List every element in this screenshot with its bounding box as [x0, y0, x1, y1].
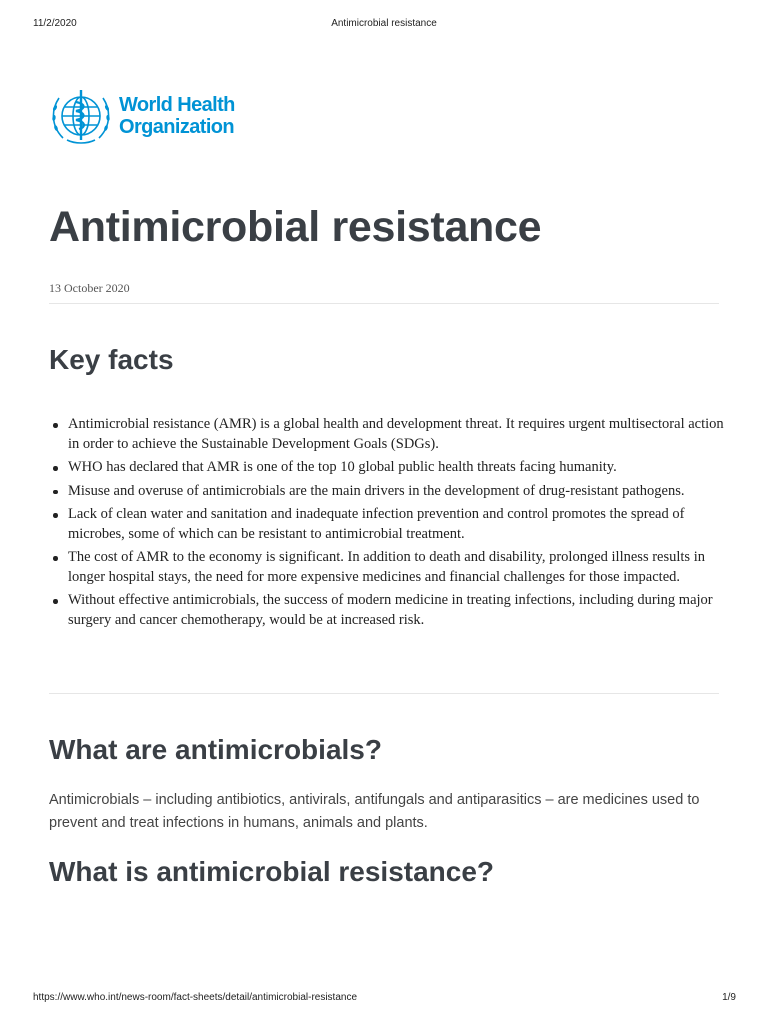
page-number: 1/9 — [722, 992, 736, 1003]
what-are-antimicrobials-text: Antimicrobials – including antibiotics, antivirals, antifungals and antiparasitics – are medicines used to prevent and treat infections in humans, animals and plants. — [49, 792, 700, 831]
who-logo[interactable] — [49, 86, 249, 148]
key-fact-item: The cost of AMR to the economy is significant. In addition to death and disability, prolonged illness results in longer hospital stays, the need for more expensive medicines and financial challenges for those impacted. — [68, 548, 738, 587]
key-fact-item: Misuse and overuse of antimicrobials are the main drivers in the development of drug-resistant pathogens. — [68, 482, 738, 502]
page-url[interactable]: https://www.who.int/news-room/fact-sheets/detail/antimicrobial-resistance — [33, 992, 358, 1003]
logo-wordmark — [119, 94, 235, 138]
publication-date: 13 October 2020 — [49, 281, 130, 295]
logo-line-2: Organization — [119, 116, 235, 138]
what-are-antimicrobials-heading: What are antimicrobials? — [49, 734, 382, 765]
key-fact-item: Lack of clean water and sanitation and inadequate infection prevention and control promotes the spread of microbes, some of which can be resistant to antimicrobial treatment. — [68, 505, 738, 544]
divider — [49, 303, 719, 304]
key-fact-item: Without effective antimicrobials, the success of modern medicine in treating infections, including during major surgery and cancer chemotherapy, would be at increased risk. — [68, 591, 738, 630]
page-title: Antimicrobial resistance — [49, 203, 542, 251]
key-facts-heading: Key facts — [49, 344, 174, 375]
what-is-amr-heading: What is antimicrobial resistance? — [49, 856, 495, 887]
print-date: 11/2/2020 — [33, 18, 77, 29]
logo-line-1: World Health — [119, 94, 235, 116]
who-emblem-icon — [49, 86, 113, 146]
print-title: Antimicrobial resistance — [331, 18, 437, 29]
divider — [49, 693, 719, 694]
key-facts-list — [49, 415, 738, 634]
key-fact-item: WHO has declared that AMR is one of the top 10 global public health threats facing humanity. — [68, 458, 738, 478]
key-fact-item: Antimicrobial resistance (AMR) is a global health and development threat. It requires urgent multisectoral action in order to achieve the Sustainable Development Goals (SDGs). — [68, 415, 738, 454]
